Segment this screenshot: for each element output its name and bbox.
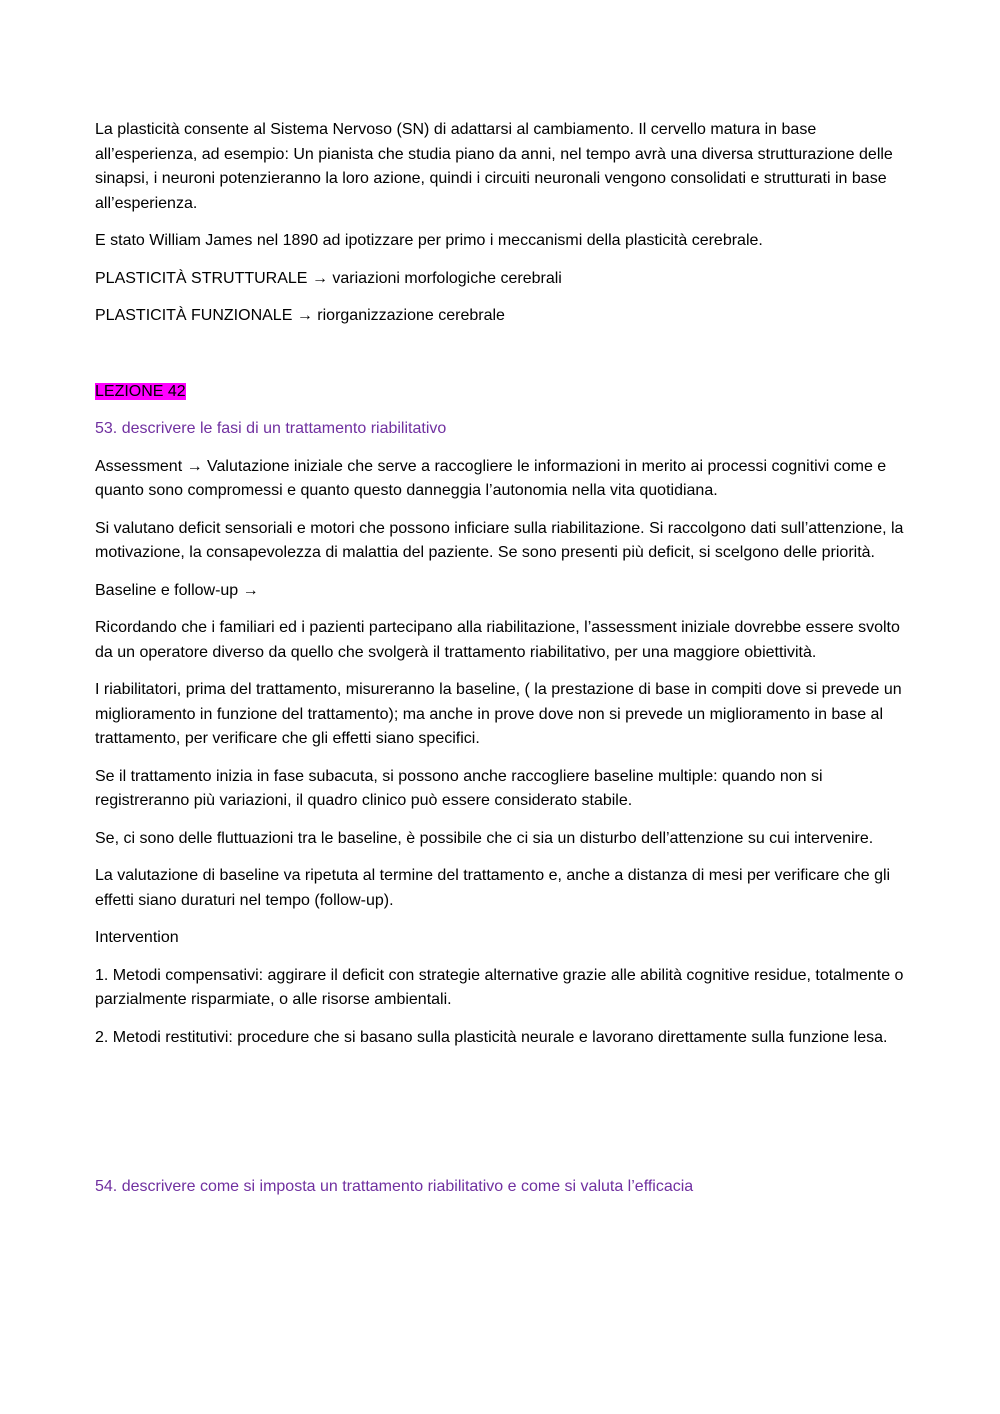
assessment-paragraph [95, 455, 907, 504]
baseline-line [95, 579, 907, 604]
assessment-label: Assessment [95, 457, 183, 475]
subacuta-paragraph: Se il trattamento inizia in fase subacuta, si possono anche raccogliere baseline multiple: quando non si registreranno più variazioni, il quadro clinico può essere considerato stabile. [95, 767, 823, 809]
assessment-text: Valutazione iniziale che serve a raccogliere le informazioni in merito ai processi cognitivi come e quanto sono compromessi e quanto questo danneggia l’autonomia nella vita quotidiana. [95, 457, 887, 499]
functional-plasticity-label: PLASTICITÀ FUNZIONALE [95, 307, 293, 324]
structural-plasticity-label: PLASTICITÀ STRUTTURALE [95, 269, 308, 287]
familiari-paragraph: Ricordando che i familiari ed i pazienti partecipano alla riabilitazione, l’assessment iniziale dovrebbe essere svolto da un operatore diverso da quello che svolgerà il trattamento riabilitativo, per una maggiore obiettività. [95, 619, 900, 661]
baseline-label: Baseline e follow-up [95, 581, 239, 599]
arrow-right-icon: → [242, 581, 259, 599]
structural-plasticity-text: variazioni morfologiche cerebrali [332, 269, 562, 287]
lesson-label: LEZIONE 42 [95, 382, 186, 400]
deficit-paragraph: Si valutano deficit sensoriali e motori che possono inficiare sulla riabilitazione. Si raccolgono dati sull’attenzione, la motivazione, la consapevolezza di malattia del paziente. Se sono presenti più deficit, si scelgono delle priorità. [95, 519, 904, 561]
method-restitutive: 2. Metodi restitutivi: procedure che si basano sulla plasticità neurale e lavorano direttamente sulla funzione lesa. [95, 1028, 888, 1046]
question-53-heading: 53. descrivere le fasi di un trattamento riabilitativo [95, 420, 447, 437]
riabilitatori-paragraph: I riabilitatori, prima del trattamento, misureranno la baseline, ( la prestazione di base in compiti dove si prevede un miglioramento in funzione del trattamento); ma anche in prove dove non si prevede un miglioramento in base al trattamento, per verificare che gli effetti siano specifici. [95, 681, 902, 747]
william-james-paragraph: E stato William James nel 1890 ad ipotizzare per primo i meccanismi della plasticità cerebrale. [95, 232, 763, 249]
document-page [95, 118, 907, 1213]
structural-plasticity-line [95, 267, 907, 292]
arrow-right-icon: → [186, 457, 203, 475]
functional-plasticity-text: riorganizzazione cerebrale [317, 307, 505, 324]
question-54-heading: 54. descrivere come si imposta un trattamento riabilitativo e come si valuta l’efficacia [95, 1178, 694, 1195]
arrow-right-icon: → [311, 269, 328, 287]
fluttuazioni-paragraph: Se, ci sono delle fluttuazioni tra le baseline, è possibile che ci sia un disturbo dell’attenzione su cui intervenire. [95, 829, 874, 847]
intro-paragraph: La plasticità consente al Sistema Nervoso (SN) di adattarsi al cambiamento. Il cervello matura in base all’esperienza, ad esempio: Un pianista che studia piano da anni, nel tempo avrà una diversa strutturazione delle sinapsi, i neuroni potenzieranno la loro azione, quindi i circuiti neuronali vengono consolidati e strutturati in base all’esperienza. [95, 121, 893, 212]
valutazione-paragraph: La valutazione di baseline va ripetuta al termine del trattamento e, anche a distanza di mesi per verificare che gli effetti siano duraturi nel tempo (follow-up). [95, 867, 891, 909]
method-compensative: 1. Metodi compensativi: aggirare il deficit con strategie alternative grazie alle abilità cognitive residue, totalmente o parzialmente risparmiate, o alle risorse ambientali. [95, 966, 904, 1008]
intervention-label: Intervention [95, 929, 179, 946]
arrow-right-icon: → [296, 307, 313, 324]
lesson-label-line [95, 380, 907, 405]
functional-plasticity-line [95, 304, 907, 329]
